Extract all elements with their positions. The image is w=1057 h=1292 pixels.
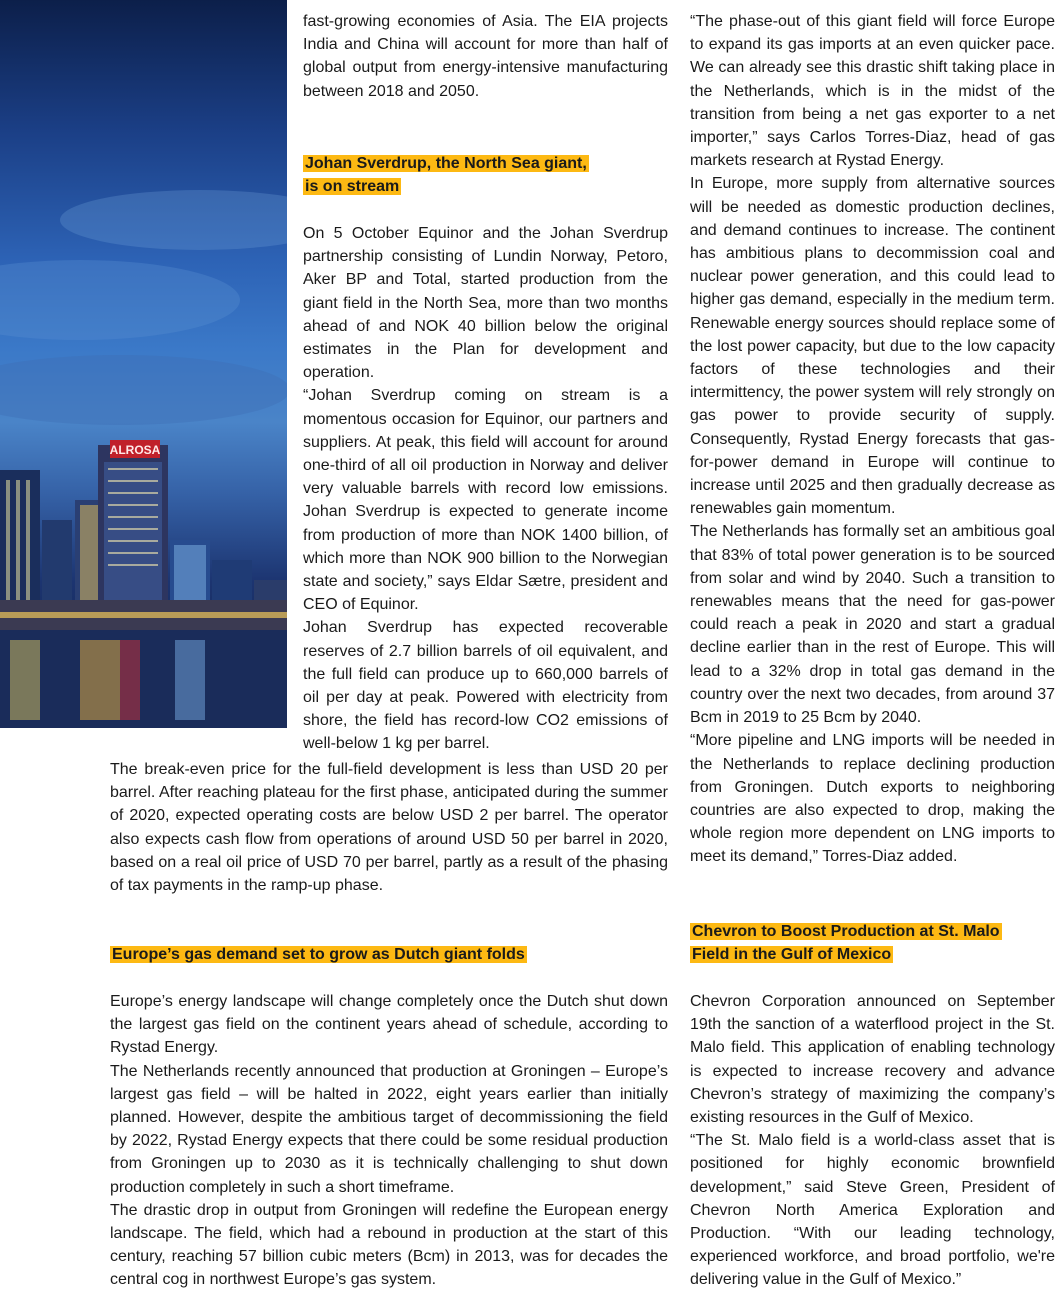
article-text-right (690, 10, 1055, 869)
article-text-chevron (690, 990, 1055, 1292)
intro-paragraph: fast-growing economies of Asia. The EIA projects India and China will account for more than half of global output from energy-intensive manufacturing between 2018 and 2050. (303, 13, 668, 100)
paragraph: “Johan Sverdrup coming on stream is a momentous occasion for Equinor, our partners and suppliers. At peak, this field will account for around one-third of all oil production in Norway and deliver very valuable barrels with record low emissions. Johan Sverdrup is expected to generate income from production of more than NOK 1400 billion, of which more than NOK 900 billion to the Norwegian state and society,” says Eldar Sætre, president and CEO of Equinor. (303, 387, 668, 614)
paragraph: In Europe, more supply from alternative sources will be needed as domestic production declines, and demand continues to increase. The continent has ambitious plans to decommission coal and nuclear power generation, and this could lead to higher gas demand, especially in the medium term. Renewable energy sources should replace some of the lost power capacity, but due to the low capacity factors of these technologies and their intermittency, the power system will rely strongly on gas power to provide security of supply. Consequently, Rystad Energy forecasts that gas-for-power demand in Europe will continue to increase until 2025 and then gradually decrease as renewables gain momentum. (690, 175, 1055, 518)
paragraph: The Netherlands has formally set an ambitious goal that 83% of total power generation is to be sourced from solar and wind by 2040. Such a transition to renewables means that the need for gas-power could reach a peak in 2020 and start a gradual decline earlier than in the rest of Europe. This will lead to a 32% drop in total gas demand in the country over the next two decades, from around 37 Bcm in 2019 to 25 Bcm by 2040. (690, 523, 1055, 727)
section-heading-sverdrup (303, 152, 668, 198)
heading-line: Johan Sverdrup, the North Sea giant, (305, 155, 587, 172)
paragraph: The Netherlands recently announced that production at Groningen – Europe’s largest gas field – will be halted in 2022, eight years earlier than initially planned. However, despite the ambitious target of decommissioning the field by 2022, Rystad Energy expects that there could be some residual production from Groningen up to 2030 as it is technically challenging to shut down production completely in such a short timeframe. (110, 1062, 668, 1196)
article-text-sverdrup (303, 222, 668, 756)
section-heading-europe-gas (110, 943, 668, 966)
paragraph: Chevron Corporation announced on September 19th the sanction of a waterflood project in the St. Malo field. This application of enabling technology is expected to increase recovery and advance Chevron’s strategy of maximizing the company’s existing resources in the Gulf of Mexico. (690, 993, 1055, 1127)
paragraph: “The phase-out of this giant field will force Europe to expand its gas imports at an even quicker pace. We can already see this drastic shift taking place in the Netherlands, which is in the midst of the transition from being a net gas exporter to a net importer,” says Carlos Torres-Diaz, head of gas markets research at Rystad Energy. (690, 13, 1055, 170)
paragraph: Johan Sverdrup has expected recoverable reserves of 2.7 billion barrels of oil equivalent, and the full field can produce up to 660,000 barrels of oil per day at peak. Powered with electricity from shore, the field has record-low CO2 emissions of well-below 1 kg per barrel. (303, 619, 668, 753)
section-heading-chevron (690, 920, 1055, 966)
heading-line: Chevron to Boost Production at St. Malo (692, 923, 1000, 940)
paragraph: Europe’s energy landscape will change completely once the Dutch shut down the largest gas field on the continent years ahead of schedule, according to Rystad Energy. (110, 993, 668, 1057)
heading-line: is on stream (305, 178, 400, 195)
city-skyline-photo (0, 0, 287, 728)
paragraph: “The St. Malo field is a world-class asset that is positioned for highly economic brownfield development,” said Steve Green, President of Chevron North America Exploration and Production. “With our leading technology, experienced workforce, and broad portfolio, we're delivering value in the Gulf of Mexico.” (690, 1132, 1055, 1289)
paragraph: On 5 October Equinor and the Johan Sverdrup partnership consisting of Lundin Norway, Petoro, Aker BP and Total, started production from the giant field in the North Sea, more than two months ahead of and NOK 40 billion below the original estimates in the Plan for development and operation. (303, 225, 668, 382)
heading-line: Europe’s gas demand set to grow as Dutch giant folds (112, 946, 525, 963)
article-text-breakeven (110, 758, 668, 897)
skyline-illustration (0, 0, 287, 728)
article-text-intro (303, 10, 668, 103)
paragraph: The break-even price for the full-field development is less than USD 20 per barrel. After reaching plateau for the first phase, anticipated during the summer of 2020, expected operating costs are below USD 2 per barrel. The operator also expects cash flow from operations of around USD 50 per barrel in 2020, based on a real oil price of USD 70 per barrel, partly as a result of the phasing of tax payments in the ramp-up phase. (110, 761, 668, 895)
paragraph: The drastic drop in output from Groningen will redefine the European energy landscape. The field, which had a rebound in production at the start of this century, reaching 57 billion cubic meters (Bcm) in 2013, was for decades the central cog in northwest Europe’s gas system. (110, 1201, 668, 1289)
heading-line: Field in the Gulf of Mexico (692, 946, 892, 963)
paragraph: “More pipeline and LNG imports will be needed in the Netherlands to replace declining production from Groningen. Dutch exports to neighboring countries are also expected to drop, making the whole region more dependent on LNG imports to meet its demand,” Torres-Diaz added. (690, 732, 1055, 866)
building-sign: ALROSA (109, 443, 161, 457)
article-text-europe-gas (110, 990, 668, 1292)
